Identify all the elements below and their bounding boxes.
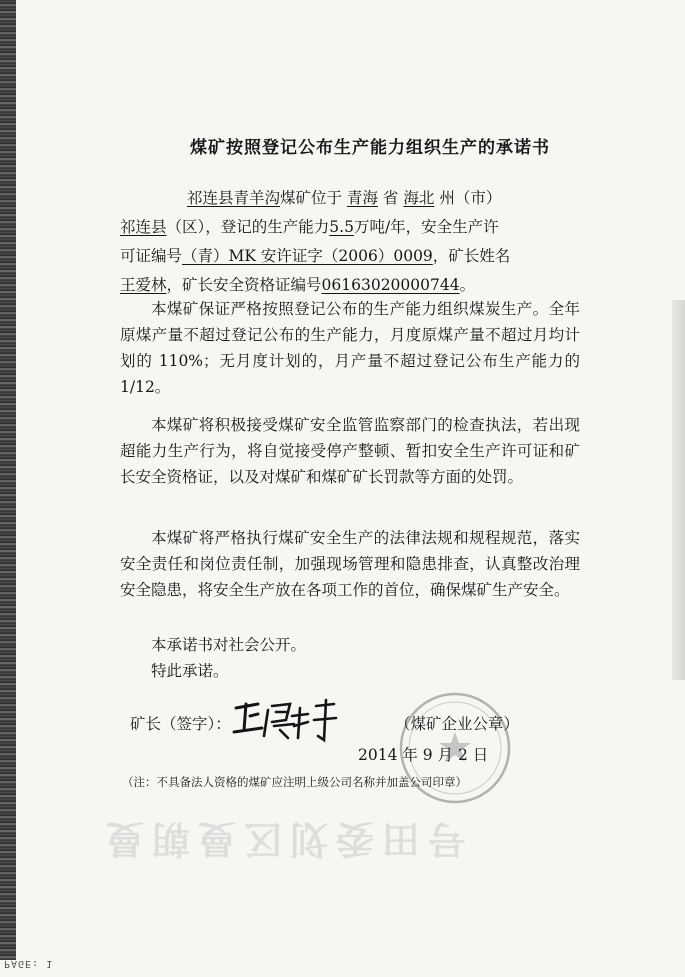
intro-line-1: 祁连县青羊沟煤矿位于 青海 省 海北 州（市） [187, 189, 502, 207]
county-name: 祁连县青羊沟 [187, 189, 281, 207]
sign-date: 2014 年 9 月 2 日 [358, 746, 489, 764]
seal-label: （煤矿企业公章） [395, 715, 520, 733]
manager-name: 王爱林 [120, 276, 167, 294]
paragraph-inspection: 本煤矿将积极接受煤矿安全监管监察部门的检查执法，若出现超能力生产行为，将自觉接受停产整顿、暂扣安全生产许可证和矿长安全资格证，以及对煤矿和煤矿矿长罚款等方面的处罚。 [120, 416, 580, 486]
footnote: （注：不具备法人资格的煤矿应注明上级公司名称并加盖公司印章） [122, 775, 467, 789]
intro-line-4: 王爱林，矿长安全资格证编号06163020000744。 [120, 276, 476, 294]
district-name: 祁连县 [120, 218, 167, 236]
closing-statement: 特此承诺。 [151, 662, 229, 680]
cert-number: 06163020000744 [321, 276, 460, 294]
license-number: （青）MK 安许证字（2006）0009 [182, 247, 433, 265]
paragraph-capacity: 本煤矿保证严格按照登记公布的生产能力组织煤炭生产。全年原煤产量不超过登记公布的生产能力，月度原煤产量不超过月均计划的 110%；无月度计划的，月产量不超过登记公布生产能力的 1/12。 [120, 300, 580, 396]
bleed-through-text [110, 4, 630, 62]
signature-label: 矿长（签字）： [130, 715, 231, 733]
intro-line-3: 可证编号（青）MK 安许证字（2006）0009，矿长姓名 [120, 247, 511, 265]
prefecture-name: 海北 [403, 189, 435, 207]
scan-edge-strip [0, 0, 16, 960]
intro-line-2: 祁连县（区），登记的生产能力5.5万吨/年，安全生产许 [120, 218, 499, 236]
public-statement: 本承诺书对社会公开。 [151, 636, 307, 654]
page-marker: PAGE: 1 [4, 958, 54, 969]
province-name: 青海 [346, 189, 378, 207]
paragraph-safety: 本煤矿将严格执行煤矿安全生产的法律法规和规程规范，落实安全责任和岗位责任制，加强现场管理和隐患排查，认真整改治理安全隐患，将安全生产放在各项工作的首位，确保煤矿生产安全。 [120, 529, 580, 599]
scan-edge-shadow [672, 300, 685, 680]
bleed-through-bottom: 号田委划区曼朝曼 [98, 817, 467, 862]
handwritten-signature [228, 690, 348, 750]
document-title: 煤矿按照登记公布生产能力组织生产的承诺书 [190, 138, 550, 158]
capacity-value: 5.5 [329, 218, 354, 236]
